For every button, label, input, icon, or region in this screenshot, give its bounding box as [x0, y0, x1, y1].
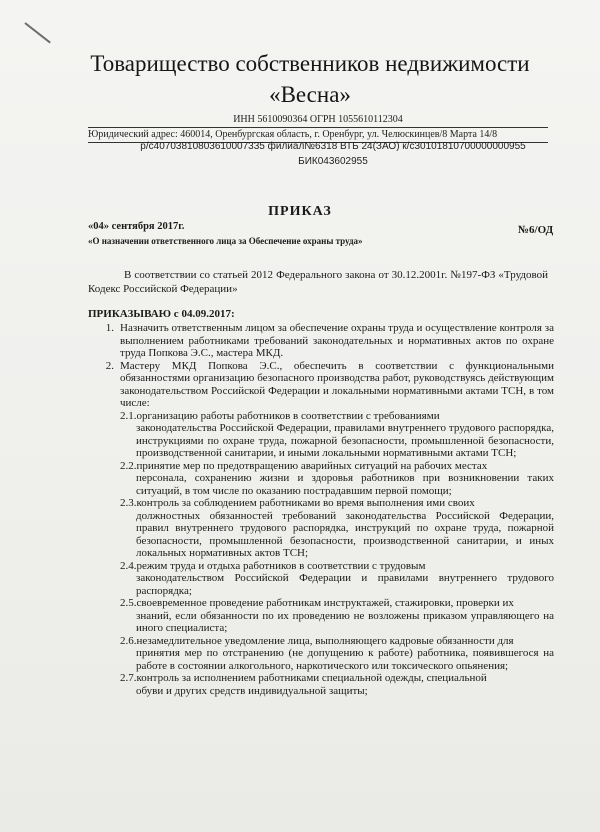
subitem-first-line: незамедлительное уведомление лица, выполняющего кадровые обязанности для — [136, 634, 514, 647]
subitem-number: 2.1. — [120, 409, 137, 422]
subitem-number: 2.5. — [120, 597, 137, 609]
orders-label: ПРИКАЗЫВАЮ с 04.09.2017: — [88, 308, 235, 320]
subitem-first-line: контроль за соблюдением работниками во время выполнения ими своих — [136, 497, 475, 509]
order-item — [88, 322, 554, 360]
subitem-number: 2.4. — [120, 559, 137, 572]
company-name-line1: Товарищество собственников недвижимости — [90, 51, 530, 76]
subitem-first-line: организацию работы работников в соответствии с требованиями — [136, 409, 440, 422]
subitem-rest: должностных обязанностей требований законодательства Российской Федерации, правил внутреннего трудового распорядка, инструкций по охране труда, пожарной безопасности, промышленной безопасности, производственной санитарии, и иных локальных нормативных актов ТСН; — [136, 509, 554, 559]
company-name-line2: «Весна» — [269, 82, 351, 107]
subitem-rest: законодательством Российской Федерации и правилами внутреннего трудового распорядка; — [136, 572, 554, 597]
order-item — [88, 360, 554, 410]
order-item-number: 2. — [105, 359, 114, 372]
order-subitem — [120, 597, 554, 635]
order-subitem — [120, 410, 554, 460]
subitem-rest: знаний, если обязанности по их проведению не возложены приказом управляющего на иного специалиста; — [136, 609, 554, 634]
subitem-rest: законодательства Российской Федерации, правилами внутреннего трудового распорядка, инструкциями по охране труда, пожарной безопасности, промышленной безопасности, производственной санитарии, и иными локальными нормативными актами ТСН; — [136, 422, 554, 459]
order-subitem — [120, 635, 554, 673]
order-item-text: Назначить ответственным лицом за обеспечение охраны труда и осуществление контроля за выполнением работниками требований законодательных и нормативных актов по охране труда Попкова Э.С., мастера МКД. — [120, 322, 554, 359]
order-subitem — [120, 672, 554, 697]
order-items — [88, 322, 554, 697]
bank-bik-line: БИК043602955 — [298, 156, 368, 167]
order-subitem — [120, 497, 554, 560]
subitem-first-line: принятие мер по предотвращению аварийных ситуаций на рабочих местах — [136, 459, 488, 472]
legal-address: Юридический адрес: 460014, Оренбургская область, г. Оренбург, ул. Челюскинцев/8 Марта 14/8 — [88, 128, 548, 143]
company-name — [60, 48, 560, 110]
subitem-number: 2.6. — [120, 634, 137, 647]
subitem-number: 2.2. — [120, 459, 137, 472]
order-title: ПРИКАЗ — [268, 204, 332, 219]
order-intro: В соответствии со статьей 2012 Федерального закона от 30.12.2001г. №197-ФЗ «Трудовой Кодекс Российской Федерации» — [88, 269, 548, 295]
subitem-first-line: контроль за исполнением работниками специальной одежды, специальной — [136, 672, 487, 684]
bank-details — [118, 139, 548, 169]
order-subject: «О назначении ответственного лица за Обеспечение охраны труда» — [88, 236, 363, 246]
subitem-first-line: своевременное проведение работникам инструктажей, стажировки, проверки их — [136, 597, 514, 609]
bank-account-line: р/с40703810803610007335 филиал№6318 ВТБ 24(ЗАО) к/с30101810700000000955 — [140, 141, 526, 152]
subitem-first-line: режим труда и отдыха работников в соответствии с трудовым — [136, 559, 426, 572]
order-subitems — [120, 410, 554, 698]
pen-mark — [24, 22, 50, 43]
inn-ogrn: ИНН 5610090364 ОГРН 1055610112304 — [88, 114, 548, 128]
subitem-rest: принятия мер по отстранению (не допущению к работе) работника, появившегося на работе в состоянии алкогольного, наркотического или токсического опьянения; — [136, 647, 554, 672]
subitem-number: 2.7. — [120, 672, 137, 684]
order-subitem — [120, 460, 554, 498]
order-item-text: Мастеру МКД Попкова Э.С., обеспечить в соответствии с функциональными обязанностями организацию безопасного производства работ, руководствуясь действующим законодательством Российской Федерации и локальными нормативными актами ТСН, в том числе: — [120, 359, 554, 409]
subitem-rest: персонала, сохранению жизни и здоровья работников при возникновении таких ситуаций, в том числе по оказанию пострадавшим первой помощи; — [136, 472, 554, 497]
order-subitem — [120, 560, 554, 598]
subitem-number: 2.3. — [120, 497, 137, 509]
subitem-rest: обуви и других средств индивидуальной защиты; — [136, 684, 368, 697]
order-date: «04» сентября 2017г. — [88, 221, 185, 232]
order-number: №6/ОД — [518, 224, 554, 236]
order-item-number: 1. — [105, 322, 114, 334]
